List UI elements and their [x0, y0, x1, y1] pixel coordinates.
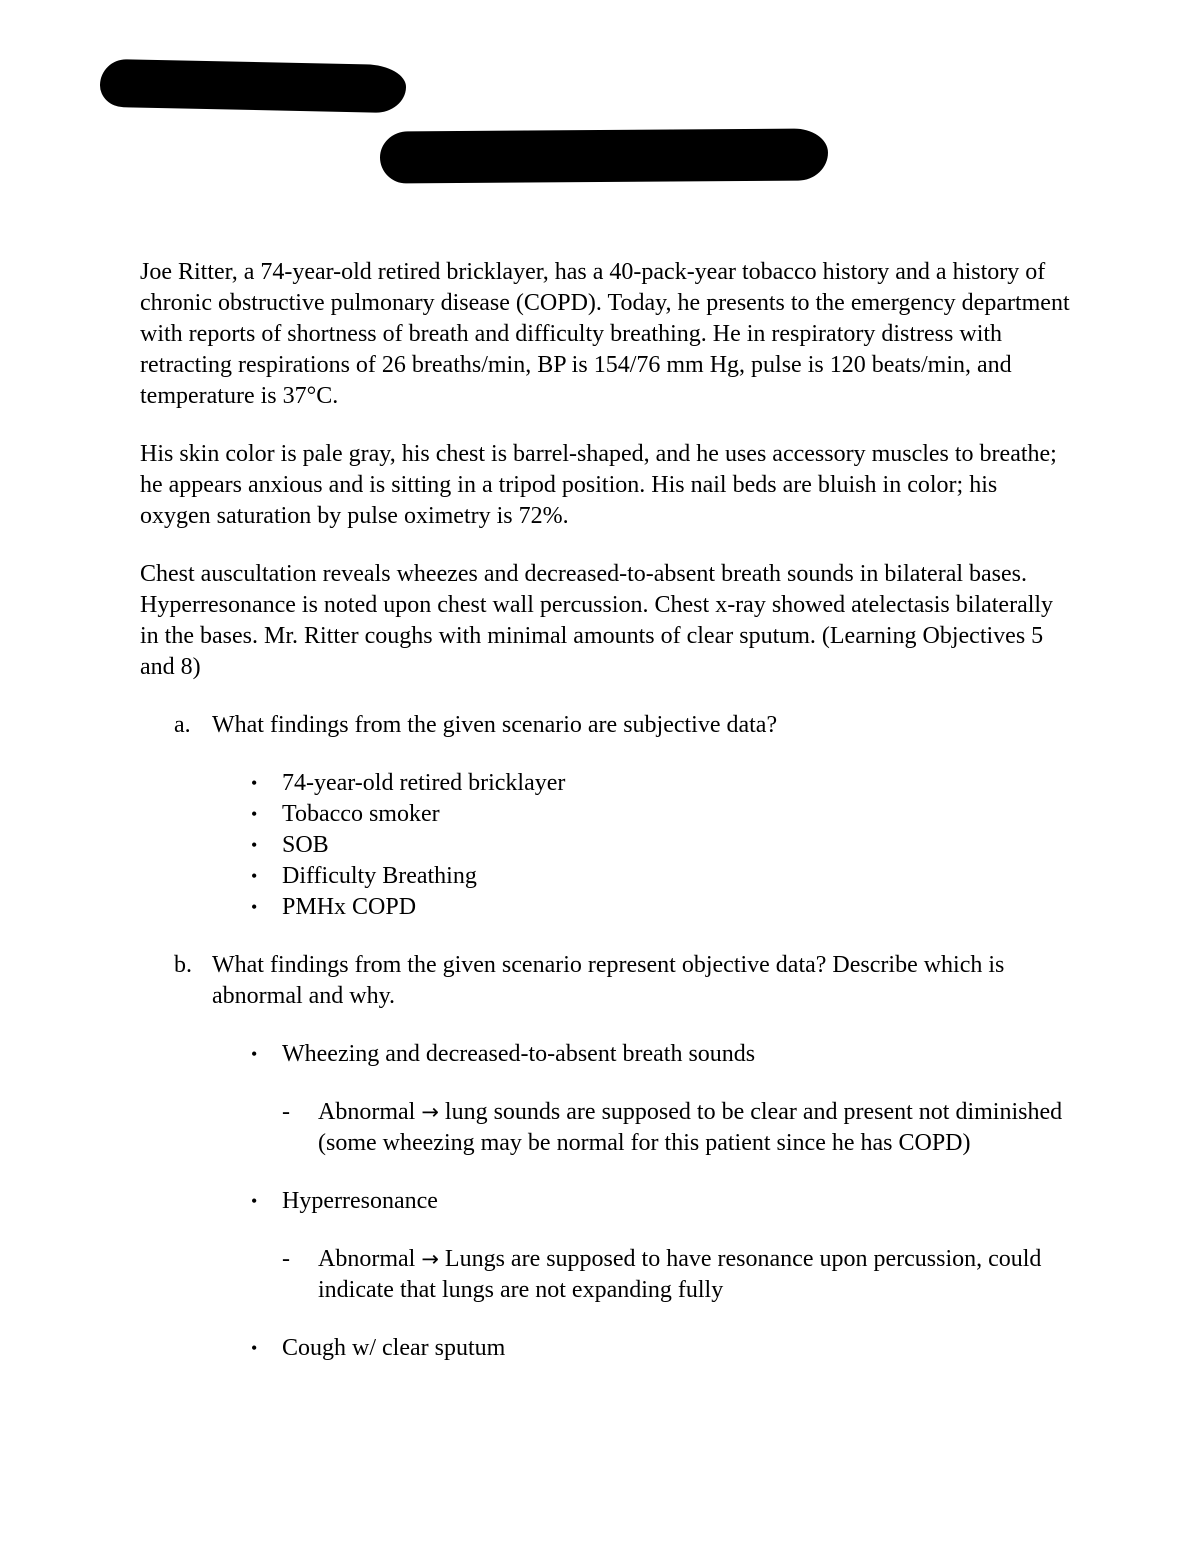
bullet-icon: • [251, 866, 258, 886]
subjective-data-list [140, 768, 1070, 923]
list-item: • 74-year-old retired bricklayer [140, 768, 1070, 799]
dash-marker: - [282, 1246, 290, 1272]
question-b-letter: b. [174, 952, 192, 978]
bullet-icon: • [251, 773, 258, 793]
dash-marker: - [282, 1099, 290, 1125]
objective-finding-cough: • Cough w/ clear sputum [140, 1333, 1070, 1364]
right-arrow-icon: → [421, 1100, 439, 1124]
list-item: • Tobacco smoker [140, 799, 1070, 830]
objective-finding-hyperresonance: • Hyperresonance [140, 1186, 1070, 1217]
redaction-mark-title [380, 128, 828, 183]
case-paragraph-1: Joe Ritter, a 74-year-old retired bricklayer, has a 40-pack-year tobacco history and a history of chronic obstructive pulmonary disease (COPD). Today, he presents to the emergency department with reports of shortness of breath and difficulty breathing. He in respiratory distress with retracting respirations of 26 breaths/min, BP is 154/76 mm Hg, pulse is 120 beats/min, and temperature is 37°C. [140, 259, 1070, 409]
case-paragraph-2: His skin color is pale gray, his chest is barrel-shaped, and he uses accessory muscles to breathe; he appears anxious and is sitting in a tripod position. His nail beds are bluish in color; his oxygen saturation by pulse oximetry is 72%. [140, 441, 1057, 529]
document-body [140, 257, 1070, 1391]
case-paragraph-3: Chest auscultation reveals wheezes and decreased-to-absent breath sounds in bilateral bases. Hyperresonance is noted upon chest wall percussion. Chest x-ray showed atelectasis bilaterally in the bases. Mr. Ritter coughs with minimal amounts of clear sputum. (Learning Objectives 5 and 8) [140, 561, 1054, 680]
list-item: • PMHx COPD [140, 892, 1070, 923]
bullet-icon: • [251, 897, 258, 917]
list-item: • SOB [140, 830, 1070, 861]
bullet-icon: • [251, 1191, 258, 1211]
bullet-icon: • [251, 835, 258, 855]
redaction-mark-name [100, 59, 407, 113]
finding-explanation-wheezing: - Abnormal → lung sounds are supposed to be clear and present not diminished (some wheezing may be normal for this patient since he has COPD) [282, 1099, 1063, 1156]
finding-explanation-hyperresonance: - Abnormal → Lungs are supposed to have resonance upon percussion, could indicate that lungs are not expanding fully [282, 1246, 1042, 1303]
question-a-letter: a. [174, 712, 191, 738]
bullet-icon: • [251, 1338, 258, 1358]
question-b-text: What findings from the given scenario represent objective data? Describe which is abnormal and why. [212, 952, 1005, 1009]
bullet-icon: • [251, 804, 258, 824]
question-a [140, 710, 1070, 741]
right-arrow-icon: → [421, 1247, 439, 1271]
bullet-icon: • [251, 1044, 258, 1064]
question-a-text: What findings from the given scenario are subjective data? [212, 712, 778, 738]
objective-finding-wheezing: • Wheezing and decreased-to-absent breath sounds [140, 1039, 1070, 1070]
question-b [140, 950, 1070, 1012]
list-item: • Difficulty Breathing [140, 861, 1070, 892]
